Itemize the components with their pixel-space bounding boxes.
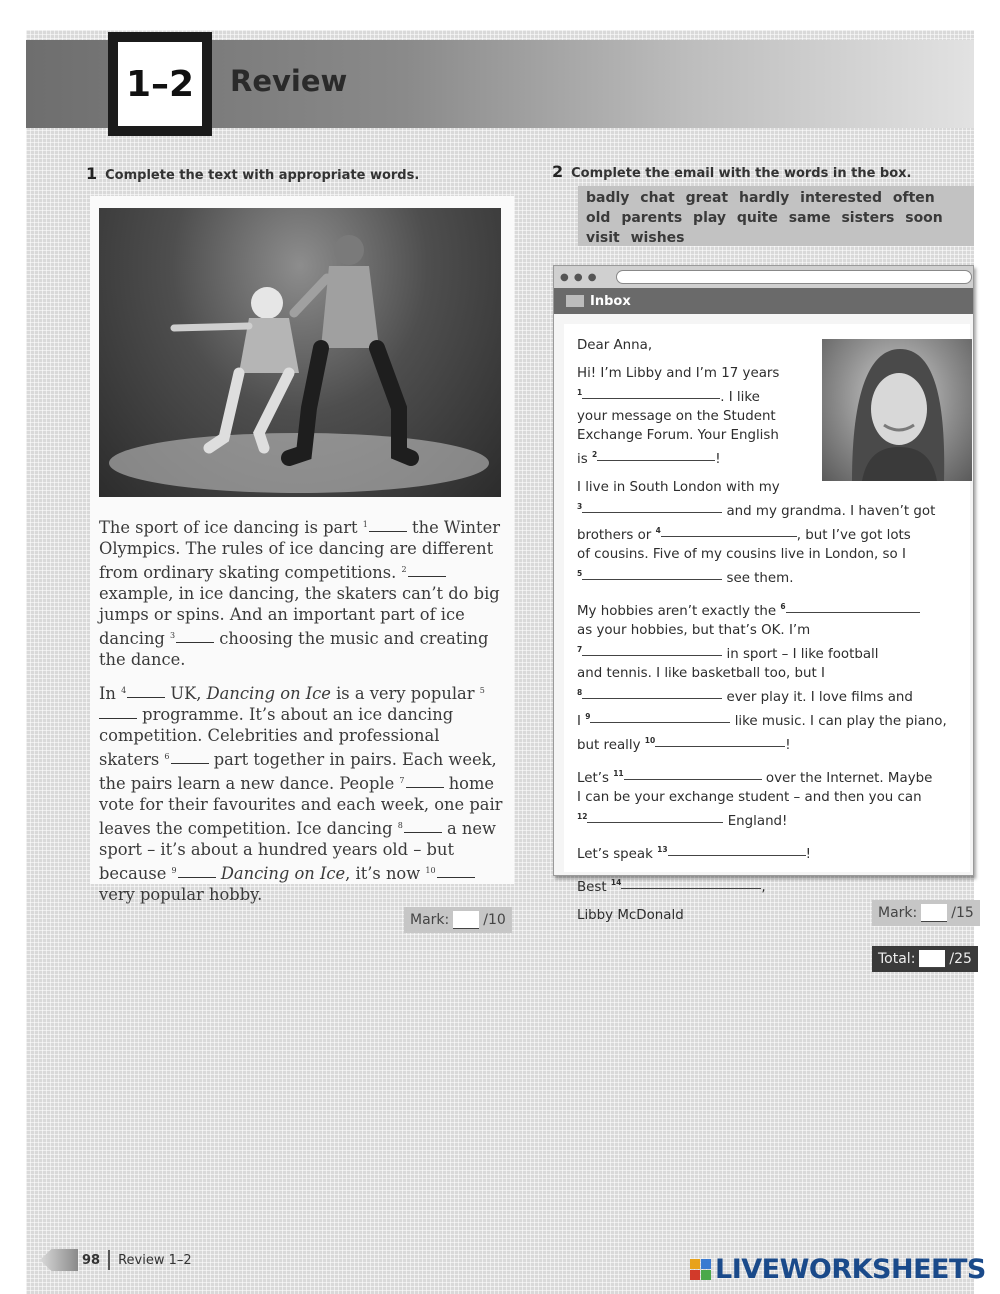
gap-5[interactable] bbox=[582, 579, 722, 580]
gap-13[interactable] bbox=[668, 855, 806, 856]
gap-8[interactable] bbox=[582, 698, 722, 699]
unit-badge bbox=[108, 32, 212, 136]
gap-10[interactable] bbox=[655, 746, 785, 747]
liveworksheets-logo bbox=[690, 1254, 986, 1285]
email-paragraph-2: I live in South London with my $^3$ and my grandma. I haven’t got brothers or $^4$ , but I’ve got lots of cousins. Five of my cousins live in London, so I $^5$ see them. bbox=[577, 480, 936, 586]
browser-toolbar bbox=[554, 266, 973, 288]
exercise-2-number: 2 bbox=[552, 162, 564, 181]
gap-4[interactable] bbox=[661, 536, 797, 537]
mark-label: Mark: bbox=[878, 905, 918, 921]
exercise-2-mark bbox=[872, 900, 980, 926]
email-paragraph-3: My hobbies aren’t exactly the $^6$ as your hobbies, but that’s OK. I’m $^7$ in sport – I like football and tennis. I like basketball too, but I $^8$ ever play it. I love films and I $^9$ like music. I can play the piano, but really $^{10}$ ! bbox=[577, 602, 947, 753]
gap-11[interactable] bbox=[624, 779, 762, 780]
gap-6[interactable] bbox=[171, 763, 209, 764]
gap-6[interactable] bbox=[786, 612, 920, 613]
liveworksheets-logo-icon bbox=[690, 1259, 711, 1280]
exercise-1-paragraph-2: In $^4$ UK, Dancing on Ice is a very popular $^5$ programme. It’s about an ice dancing competition. Celebrities and professional skaters $^6$ part together in pairs. Each week, the pairs learn a new dance. People $^7$ home vote for their favourites and each week, one pair leaves the competition. Ice dancing $^8$ a new sport – it’s about a hundred years old – but because $^9$ Dancing on Ice, it’s now $^{10}$ very popular hobby. bbox=[99, 684, 503, 904]
ice-dancers-illustration bbox=[99, 208, 501, 497]
gap-8[interactable] bbox=[404, 832, 442, 833]
exercise-1-instruction bbox=[86, 164, 419, 183]
page-footer bbox=[40, 1246, 192, 1274]
brand-name: LIVEWORKSHEETS bbox=[715, 1254, 986, 1285]
exercise-1-paragraph-1: The sport of ice dancing is part $^1$ the Winter Olympics. The rules of ice dancing are different from ordinary skating competitions. $^2$ example, in ice dancing, the skaters can’t do big jumps or spins. And an important part of ice dancing $^3$ choosing the music and creating the dance. bbox=[99, 518, 500, 669]
exercise-2-instruction-text: Complete the email with the words in the box. bbox=[571, 166, 912, 181]
total-score-input[interactable] bbox=[919, 950, 945, 968]
email-closing: Best $^{14}$ , bbox=[577, 878, 766, 895]
gap-12[interactable] bbox=[587, 822, 723, 823]
gap-9[interactable] bbox=[178, 877, 216, 878]
total-mark bbox=[872, 946, 978, 972]
unit-number: 1–2 bbox=[118, 42, 202, 126]
page-number: 98 bbox=[82, 1252, 101, 1268]
email-greeting: Dear Anna, bbox=[577, 338, 653, 353]
email-signature: Libby McDonald bbox=[577, 908, 684, 923]
email-text bbox=[577, 336, 967, 925]
envelope-icon bbox=[566, 295, 584, 307]
total-label: Total: bbox=[878, 951, 916, 967]
gap-9[interactable] bbox=[590, 722, 730, 723]
inbox-label: Inbox bbox=[590, 293, 631, 309]
email-paragraph-4: Let’s $^{11}$ over the Internet. Maybe I can be your exchange student – and then you can $^{12}$ England! bbox=[577, 769, 933, 829]
gap-2[interactable] bbox=[408, 576, 446, 577]
email-paragraph-1: Hi! I’m Libby and I’m 17 years $^1$ . I like your message on the Student Exchange Forum. Your English is $^2$ ! bbox=[577, 366, 780, 467]
inbox-bar bbox=[554, 288, 973, 314]
page-title: Review bbox=[230, 64, 348, 98]
exercise-1-mark bbox=[404, 907, 512, 933]
mark-total: /10 bbox=[483, 912, 506, 928]
ice-dancing-photo bbox=[99, 208, 501, 497]
mark-total: /15 bbox=[951, 905, 974, 921]
gap-1[interactable] bbox=[582, 398, 720, 399]
address-bar bbox=[616, 270, 972, 284]
gap-7[interactable] bbox=[582, 655, 722, 656]
mark-score-input[interactable] bbox=[453, 911, 479, 929]
exercise-1-instruction-text: Complete the text with appropriate words. bbox=[105, 168, 420, 183]
window-dots-icon: ● ● ● bbox=[560, 272, 598, 283]
mark-score-input[interactable] bbox=[921, 904, 947, 922]
page-arrow-icon bbox=[40, 1249, 78, 1271]
gap-10[interactable] bbox=[437, 877, 475, 878]
footer-divider bbox=[108, 1250, 110, 1270]
exercise-1-number: 1 bbox=[86, 164, 98, 183]
gap-2[interactable] bbox=[597, 460, 715, 461]
gap-5[interactable] bbox=[99, 718, 137, 719]
total-total: /25 bbox=[949, 951, 972, 967]
email-paragraph-5: Let’s speak $^{13}$ ! bbox=[577, 845, 811, 862]
word-box: badly chat great hardly interested often old parents play quite same sisters soon visit wishes bbox=[578, 186, 974, 246]
mark-label: Mark: bbox=[410, 912, 450, 928]
gap-7[interactable] bbox=[406, 787, 444, 788]
exercise-1-text bbox=[99, 514, 503, 905]
gap-1[interactable] bbox=[369, 531, 407, 532]
gap-4[interactable] bbox=[127, 697, 165, 698]
gap-3[interactable] bbox=[176, 642, 214, 643]
gap-3[interactable] bbox=[582, 512, 722, 513]
exercise-2-instruction bbox=[552, 162, 911, 181]
footer-section: Review 1–2 bbox=[118, 1252, 192, 1268]
gap-14[interactable] bbox=[621, 888, 761, 889]
